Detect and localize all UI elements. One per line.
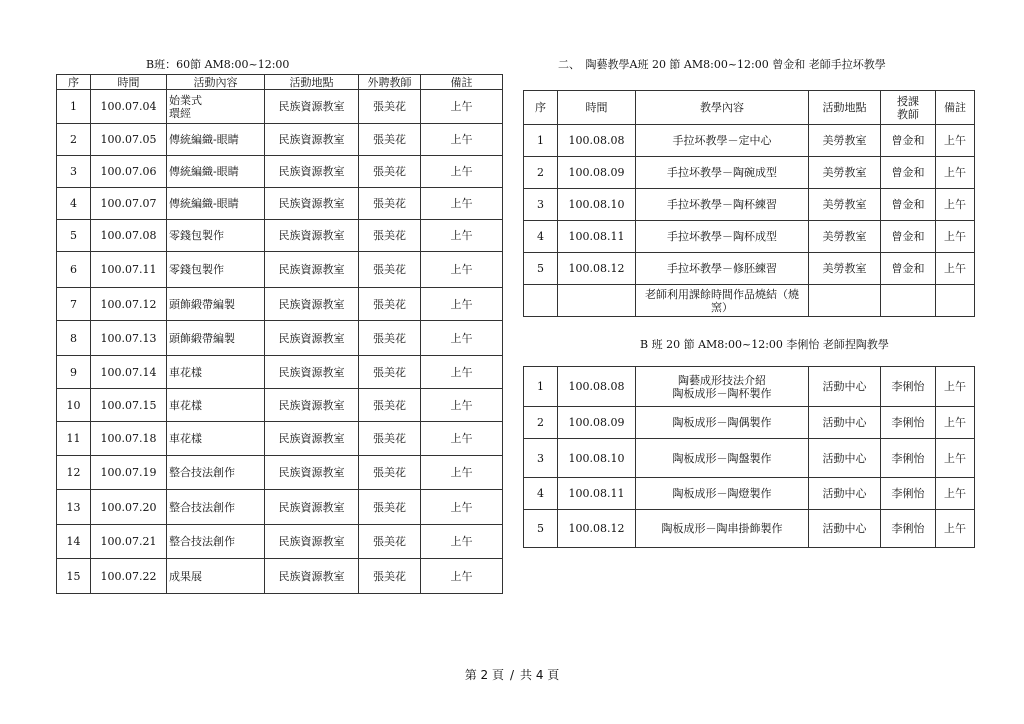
table-row [524,285,975,317]
header-teacher-cell: 外聘教師 [359,75,421,90]
teacher-cell: 李俐怡 [881,367,936,407]
note-cell: 上午 [936,367,975,407]
seq-cell: 15 [57,559,91,594]
date-cell [558,285,636,317]
note-cell: 上午 [936,253,975,285]
content-cell: 老師利用課餘時間作品燒結（燒窯） [636,285,809,317]
seq-cell: 7 [57,288,91,321]
right-a-schedule-table [523,90,975,317]
date-cell: 100.07.21 [91,525,167,559]
header-note-cell: 備註 [421,75,503,90]
date-cell: 100.07.15 [91,389,167,422]
place-cell: 民族資源教室 [265,321,359,356]
table-row [524,157,975,189]
teacher-cell: 張美花 [359,456,421,490]
seq-cell: 2 [524,157,558,189]
seq-cell: 10 [57,389,91,422]
teacher-cell: 張美花 [359,422,421,456]
content-cell: 手拉坏教學－定中心 [636,125,809,157]
note-cell: 上午 [936,510,975,548]
content-cell: 整合技法創作 [167,525,265,559]
table-row [57,288,503,321]
date-cell: 100.07.04 [91,90,167,124]
teacher-cell: 曾金和 [881,221,936,253]
note-cell: 上午 [421,90,503,124]
content-cell: 整合技法創作 [167,490,265,525]
note-cell: 上午 [421,124,503,156]
table-row [524,478,975,510]
header-content-cell: 活動內容 [167,75,265,90]
note-cell: 上午 [936,407,975,439]
seq-cell: 13 [57,490,91,525]
place-cell: 美勞教室 [809,221,881,253]
table-row [57,356,503,389]
teacher-cell: 曾金和 [881,157,936,189]
right-b-schedule-table [523,366,975,548]
place-cell [809,285,881,317]
header-note-cell: 備註 [936,91,975,125]
teacher-cell: 張美花 [359,559,421,594]
note-cell: 上午 [936,439,975,478]
date-cell: 100.07.20 [91,490,167,525]
content-cell: 陶板成形－陶燈製作 [636,478,809,510]
content-cell: 零錢包製作 [167,252,265,288]
table-row [524,439,975,478]
table-row [524,510,975,548]
header-date-cell: 時間 [91,75,167,90]
seq-cell: 3 [57,156,91,188]
seq-cell: 3 [524,439,558,478]
note-cell: 上午 [421,188,503,220]
date-cell: 100.07.19 [91,456,167,490]
date-cell: 100.07.18 [91,422,167,456]
date-cell: 100.08.11 [558,478,636,510]
right-b-caption: B 班 20 節 AM8:00~12:00 李俐怡 老師捏陶教學 [640,338,889,351]
table-row [524,407,975,439]
table-row [57,124,503,156]
date-cell: 100.07.22 [91,559,167,594]
table-row [524,125,975,157]
place-cell: 民族資源教室 [265,90,359,124]
table-row [57,559,503,594]
content-cell: 車花樣 [167,422,265,456]
content-cell: 陶板成形－陶盤製作 [636,439,809,478]
note-cell: 上午 [421,321,503,356]
place-cell: 民族資源教室 [265,525,359,559]
table-row [57,490,503,525]
table-row [57,188,503,220]
header-date-cell: 時間 [558,91,636,125]
teacher-cell: 張美花 [359,156,421,188]
content-cell: 零錢包製作 [167,220,265,252]
date-cell: 100.07.07 [91,188,167,220]
page-footer [0,666,1024,683]
place-cell: 活動中心 [809,478,881,510]
teacher-cell: 曾金和 [881,189,936,221]
place-cell: 民族資源教室 [265,490,359,525]
seq-cell: 14 [57,525,91,559]
header-content-cell: 教學內容 [636,91,809,125]
content-cell: 陶板成形－陶串掛飾製作 [636,510,809,548]
teacher-cell: 曾金和 [881,125,936,157]
note-cell: 上午 [421,288,503,321]
place-cell: 美勞教室 [809,157,881,189]
content-cell: 頭飾緞帶編製 [167,321,265,356]
date-cell: 100.08.09 [558,157,636,189]
place-cell: 活動中心 [809,510,881,548]
table-row [57,456,503,490]
seq-cell: 1 [524,367,558,407]
date-cell: 100.07.14 [91,356,167,389]
header-seq-cell: 序 [57,75,91,90]
content-cell: 陶板成形－陶偶製作 [636,407,809,439]
place-cell: 活動中心 [809,407,881,439]
place-cell: 活動中心 [809,439,881,478]
place-cell: 民族資源教室 [265,288,359,321]
note-cell: 上午 [421,156,503,188]
seq-cell: 2 [57,124,91,156]
table-row [524,253,975,285]
table-row [57,525,503,559]
teacher-cell: 曾金和 [881,253,936,285]
date-cell: 100.07.06 [91,156,167,188]
table-row [57,220,503,252]
table-row [57,156,503,188]
date-cell: 100.08.08 [558,367,636,407]
note-cell: 上午 [421,456,503,490]
content-cell: 手拉坏教學－修胚練習 [636,253,809,285]
teacher-cell: 李俐怡 [881,478,936,510]
header-teacher-cell: 授課 教師 [881,91,936,125]
note-cell: 上午 [421,422,503,456]
left-schedule-table [56,74,503,594]
teacher-cell: 李俐怡 [881,510,936,548]
content-cell: 始業式 環經 [167,90,265,124]
seq-cell: 5 [524,253,558,285]
place-cell: 民族資源教室 [265,124,359,156]
date-cell: 100.07.12 [91,288,167,321]
seq-cell: 2 [524,407,558,439]
content-cell: 車花樣 [167,389,265,422]
content-cell: 手拉坏教學－陶碗成型 [636,157,809,189]
place-cell: 民族資源教室 [265,456,359,490]
teacher-cell: 張美花 [359,220,421,252]
date-cell: 100.08.11 [558,221,636,253]
header-place-cell: 活動地點 [809,91,881,125]
place-cell: 民族資源教室 [265,356,359,389]
content-cell: 手拉坏教學－陶杯練習 [636,189,809,221]
teacher-cell: 李俐怡 [881,439,936,478]
date-cell: 100.07.05 [91,124,167,156]
table-row [57,422,503,456]
note-cell: 上午 [936,221,975,253]
seq-cell [524,285,558,317]
seq-cell: 8 [57,321,91,356]
header-seq-cell: 序 [524,91,558,125]
seq-cell: 4 [524,221,558,253]
date-cell: 100.08.10 [558,439,636,478]
teacher-cell [881,285,936,317]
table-row [524,189,975,221]
note-cell: 上午 [936,125,975,157]
table-row [57,389,503,422]
table-row [524,221,975,253]
place-cell: 民族資源教室 [265,559,359,594]
content-cell: 車花樣 [167,356,265,389]
seq-cell: 5 [57,220,91,252]
place-cell: 美勞教室 [809,253,881,285]
content-cell: 頭飾緞帶編製 [167,288,265,321]
seq-cell: 3 [524,189,558,221]
place-cell: 美勞教室 [809,189,881,221]
seq-cell: 5 [524,510,558,548]
content-cell: 陶藝成形技法介紹 陶板成形－陶杯製作 [636,367,809,407]
date-cell: 100.07.08 [91,220,167,252]
place-cell: 活動中心 [809,367,881,407]
date-cell: 100.07.11 [91,252,167,288]
table-row [524,367,975,407]
note-cell: 上午 [936,157,975,189]
date-cell: 100.08.10 [558,189,636,221]
date-cell: 100.08.12 [558,510,636,548]
place-cell: 民族資源教室 [265,252,359,288]
teacher-cell: 張美花 [359,490,421,525]
teacher-cell: 張美花 [359,321,421,356]
note-cell: 上午 [936,478,975,510]
note-cell: 上午 [421,559,503,594]
seq-cell: 4 [57,188,91,220]
teacher-cell: 李俐怡 [881,407,936,439]
teacher-cell: 張美花 [359,124,421,156]
note-cell: 上午 [421,252,503,288]
place-cell: 民族資源教室 [265,188,359,220]
teacher-cell: 張美花 [359,525,421,559]
content-cell: 傳統編織-眼睛 [167,124,265,156]
table-row [57,252,503,288]
note-cell: 上午 [421,356,503,389]
place-cell: 民族資源教室 [265,156,359,188]
note-cell: 上午 [421,220,503,252]
content-cell: 手拉坏教學－陶杯成型 [636,221,809,253]
note-cell: 上午 [421,389,503,422]
seq-cell: 4 [524,478,558,510]
place-cell: 民族資源教室 [265,220,359,252]
teacher-cell: 張美花 [359,389,421,422]
place-cell: 民族資源教室 [265,389,359,422]
seq-cell: 1 [524,125,558,157]
seq-cell: 11 [57,422,91,456]
date-cell: 100.08.09 [558,407,636,439]
seq-cell: 12 [57,456,91,490]
place-cell: 美勞教室 [809,125,881,157]
content-cell: 傳統編織-眼睛 [167,188,265,220]
note-cell [936,285,975,317]
page-total: 共 4 頁 [520,668,560,682]
seq-cell: 1 [57,90,91,124]
date-cell: 100.07.13 [91,321,167,356]
date-cell: 100.08.08 [558,125,636,157]
note-cell: 上午 [421,490,503,525]
content-cell: 整合技法創作 [167,456,265,490]
note-cell: 上午 [936,189,975,221]
content-cell: 成果展 [167,559,265,594]
seq-cell: 9 [57,356,91,389]
teacher-cell: 張美花 [359,90,421,124]
seq-cell: 6 [57,252,91,288]
right-a-caption: 二、 陶藝教學A班 20 節 AM8:00~12:00 曾金和 老師手拉坏教學 [558,58,886,71]
note-cell: 上午 [421,525,503,559]
table-row [57,90,503,124]
left-table-caption: B班：60節 AM8:00~12:00 [146,58,290,71]
teacher-cell: 張美花 [359,288,421,321]
page-separator: / [509,668,515,682]
date-cell: 100.08.12 [558,253,636,285]
teacher-cell: 張美花 [359,356,421,389]
header-place-cell: 活動地點 [265,75,359,90]
teacher-cell: 張美花 [359,188,421,220]
place-cell: 民族資源教室 [265,422,359,456]
content-cell: 傳統編織-眼睛 [167,156,265,188]
teacher-cell: 張美花 [359,252,421,288]
table-row [57,321,503,356]
page-number: 第 2 頁 [464,668,504,682]
